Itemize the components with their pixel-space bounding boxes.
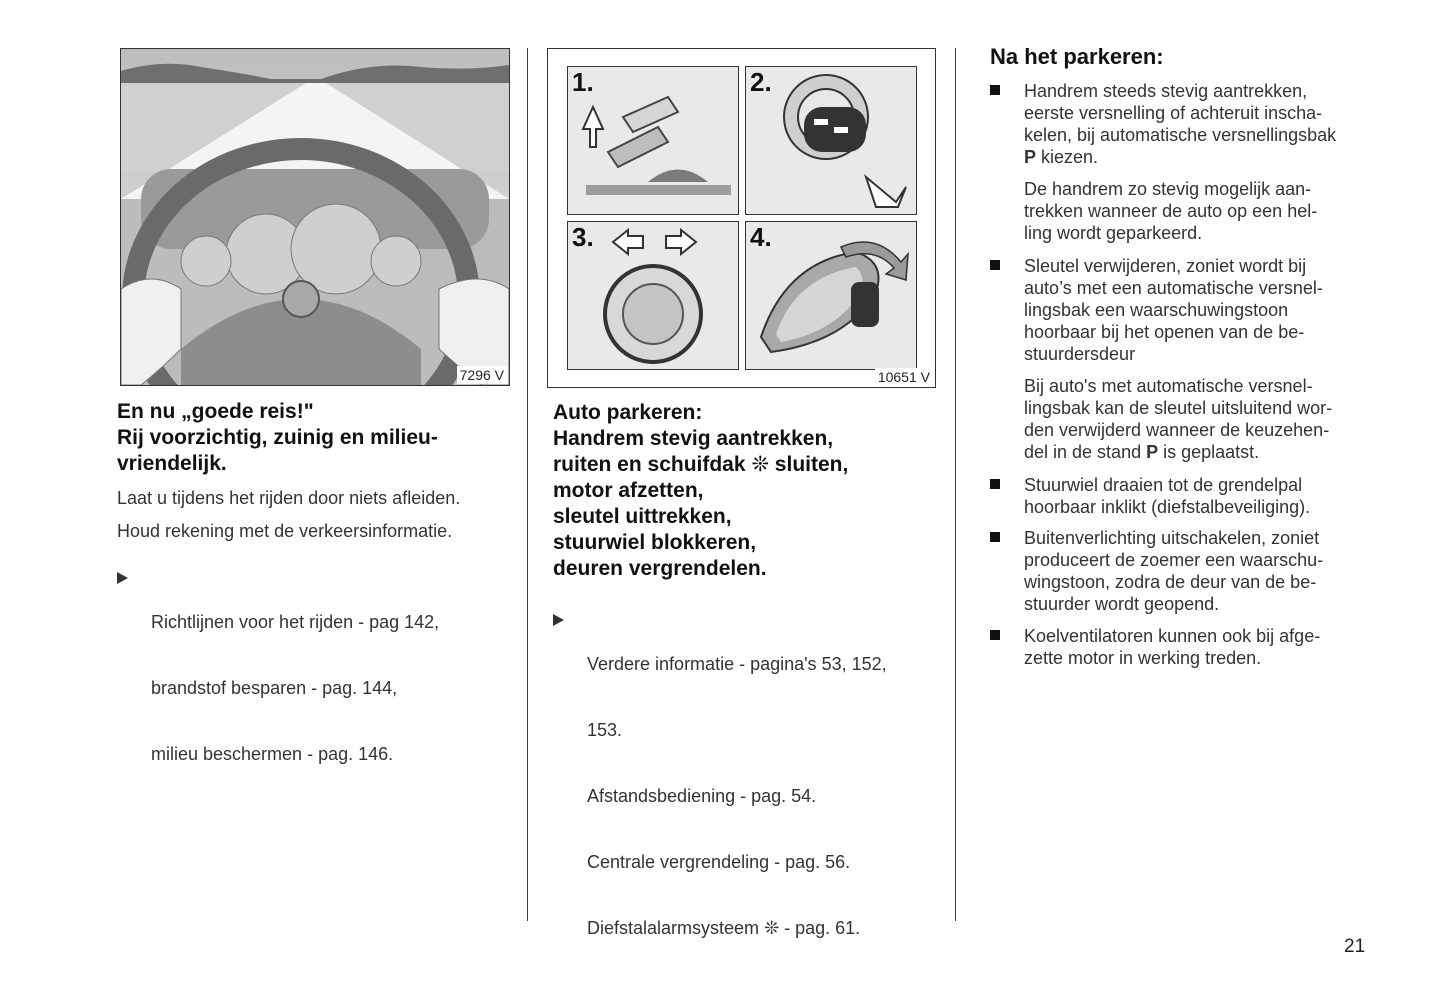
sub-paragraph-2: Bij auto's met automatische versnel- lingsbak kan de sleutel uitsluitend wor- den verwijderd wanneer de keuzehen- del in de stand P is geplaatst.: [1024, 376, 1333, 462]
panel-door-lock: 4.: [745, 221, 917, 370]
door-lock-icon: [746, 222, 916, 369]
arrow-bullet-icon: [553, 614, 564, 626]
column-divider-right: [955, 48, 956, 921]
page-number: 21: [1344, 936, 1366, 957]
handbrake-icon: [568, 67, 738, 214]
bullet-item-1: Handrem steeds stevig aantrekken, eerste versnelling of achteruit inscha- kelen, bij automatische versnellingsbak P kiezen.: [990, 80, 1380, 170]
col1-reference-list: Richtlijnen voor het rijden - pag 142, brandstof besparen - pag. 144, milieu beschermen - pag. 146.: [117, 567, 497, 637]
col2-heading: Auto parkeren: Handrem stevig aantrekken, ruiten en schuifdak ❊ sluiten, motor afzetten, sleutel uittrekken, stuurwiel blokkeren, deuren vergrendelen.: [553, 401, 849, 580]
panel-steering-lock: 3.: [567, 221, 739, 370]
panel-handbrake: 1.: [567, 66, 739, 215]
steering-wheel-figure: [120, 48, 510, 386]
col1-paragraph-2: Houd rekening met de verkeersinformatie.: [117, 521, 453, 541]
arrow-bullet-icon: [117, 572, 128, 584]
column-divider-left: [527, 48, 528, 921]
panel-ignition: 2.: [745, 66, 917, 215]
square-bullet-icon: [990, 260, 1000, 270]
col1-heading: En nu „goede reis!" Rij voorzichtig, zuinig en milieu- vriendelijk.: [117, 400, 438, 475]
square-bullet-icon: [990, 479, 1000, 489]
col2-reference-list: Verdere informatie - pagina's 53, 152, 153. Afstandsbediening - pag. 54. Centrale vergrendeling - pag. 56. Diefstalalarmsysteem ❊ - pag. 61.: [553, 609, 943, 724]
figure-id: 7296 V: [457, 366, 507, 384]
bullet-item-4: Buitenverlichting uitschakelen, zoniet produceert de zoemer een waarschu- wingstoon, zodra de deur van de be- stuurder wordt geopend.: [990, 527, 1380, 617]
square-bullet-icon: [990, 532, 1000, 542]
bullet-item-3: Stuurwiel draaien tot de grendelpal hoorbaar inklikt (diefstalbeveiliging).: [990, 474, 1380, 520]
figure-id: 10651 V: [875, 368, 933, 386]
bullet-item-5: Koelventilatoren kunnen ook bij afge- zette motor in werking treden.: [990, 625, 1380, 671]
ignition-key-icon: [746, 67, 916, 214]
col3-heading: Na het parkeren:: [990, 44, 1164, 69]
steering-wheel-illustration: [121, 49, 509, 385]
square-bullet-icon: [990, 85, 1000, 95]
square-bullet-icon: [990, 630, 1000, 640]
col1-paragraph-1: Laat u tijdens het rijden door niets afleiden.: [117, 488, 461, 508]
steering-lock-icon: [568, 222, 738, 369]
bullet-item-2: Sleutel verwijderen, zoniet wordt bij auto’s met een automatische versnel- lingsbak een waarschuwingstoon hoorbaar bij het openen van de be- stuurdersdeur: [990, 255, 1380, 367]
parking-steps-figure: [547, 48, 936, 388]
sub-paragraph-1: De handrem zo stevig mogelijk aan- trekken wanneer de auto op een hel- ling wordt geparkeerd.: [1024, 179, 1318, 243]
